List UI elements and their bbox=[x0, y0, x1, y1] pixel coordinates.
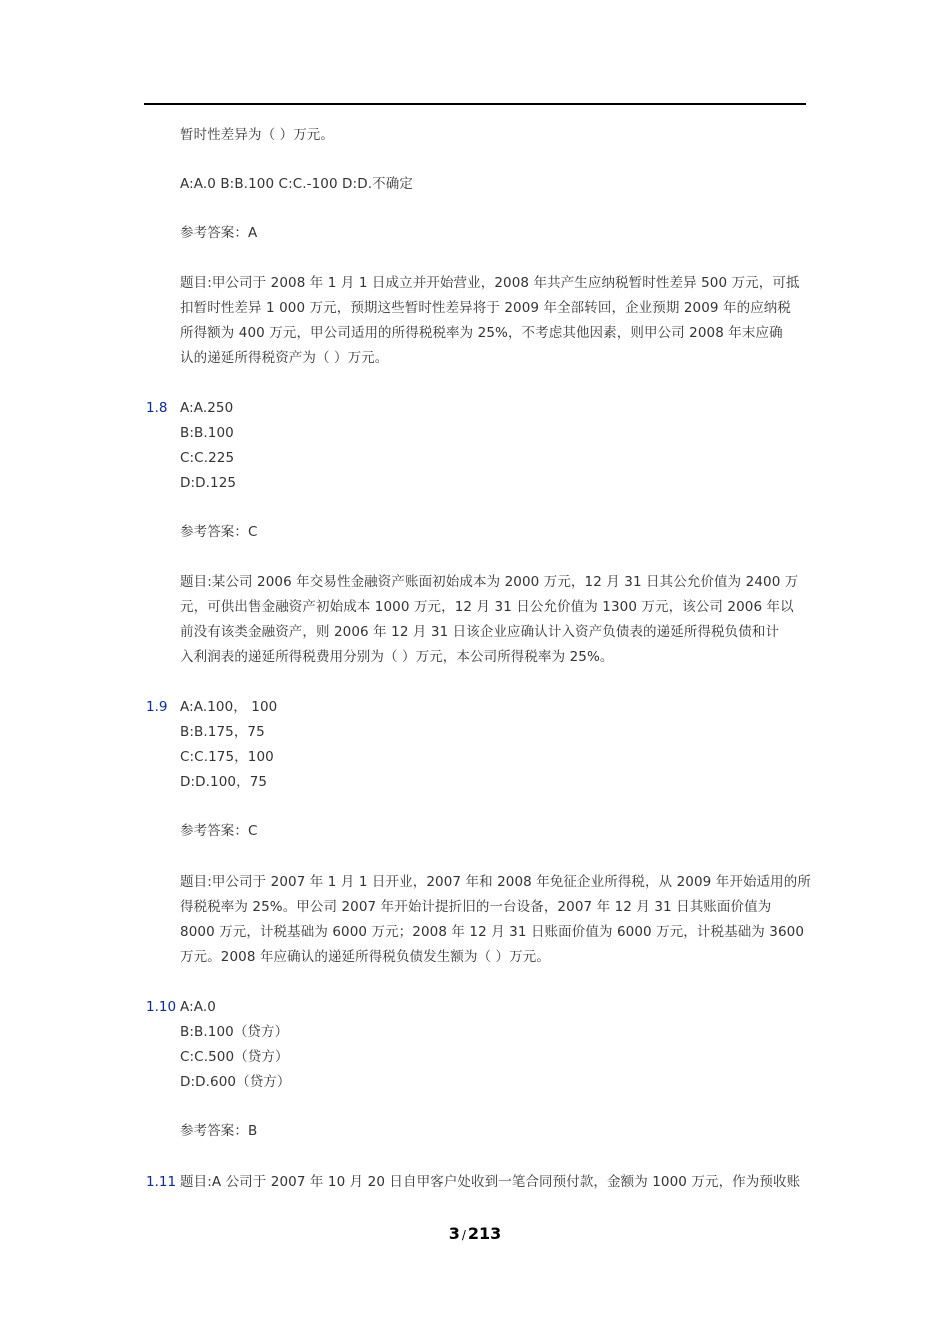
header-rule bbox=[144, 103, 806, 105]
question-stem-line: 前没有该类金融资产，则 2006 年 12 月 31 日该企业应确认计入资产负债表的递延所得税负债和计 bbox=[180, 624, 780, 640]
answer-line: 参考答案：A bbox=[180, 225, 258, 241]
option-b: B:B.100（贷方） bbox=[180, 1024, 289, 1040]
question-stem-line: 暂时性差异为（ ）万元。 bbox=[180, 127, 334, 143]
option-a: A:A.250 bbox=[180, 400, 234, 416]
option-d: D:D.100，75 bbox=[180, 774, 268, 790]
answer-line: 参考答案：C bbox=[180, 524, 258, 540]
page-separator: / bbox=[461, 1228, 466, 1242]
question-number: 1.8 bbox=[146, 400, 168, 416]
question-stem-line: 万元。2008 年应确认的递延所得税负债发生额为（ ）万元。 bbox=[180, 949, 550, 965]
option-a: A:A.0 bbox=[180, 999, 216, 1015]
question-stem-line: 元，可供出售金融资产初始成本 1000 万元，12 月 31 日公允价值为 1300 万元，该公司 2006 年以 bbox=[180, 599, 794, 615]
question-stem-line: 题目:甲公司于 2008 年 1 月 1 日成立并开始营业，2008 年共产生应纳税暂时性差异 500 万元，可抵 bbox=[180, 275, 800, 291]
total-pages: 213 bbox=[467, 1224, 502, 1243]
option-b: B:B.100 bbox=[180, 425, 234, 441]
option-d: D:D.125 bbox=[180, 475, 237, 491]
question-number: 1.9 bbox=[146, 699, 168, 715]
question-stem-line: 扣暂时性差异 1 000 万元，预期这些暂时性差异将于 2009 年全部转回，企业预期 2009 年的应纳税 bbox=[180, 300, 792, 316]
question-options: A:A.0 B:B.100 C:C.-100 D:D.不确定 bbox=[180, 176, 413, 192]
option-d: D:D.600（贷方） bbox=[180, 1074, 291, 1090]
current-page: 3 bbox=[448, 1224, 460, 1243]
question-stem-line: 入利润表的递延所得税费用分别为（ ）万元，本公司所得税率为 25%。 bbox=[180, 649, 614, 665]
answer-line: 参考答案：C bbox=[180, 823, 258, 839]
question-stem-line: 认的递延所得税资产为（ ）万元。 bbox=[180, 350, 389, 366]
question-stem-line: 题目:A 公司于 2007 年 10 月 20 日自甲客户处收到一笔合同预付款，金额为 1000 万元，作为预收账 bbox=[180, 1174, 801, 1190]
question-number: 1.11 bbox=[146, 1174, 177, 1190]
answer-line: 参考答案：B bbox=[180, 1123, 258, 1139]
option-a: A:A.100， 100 bbox=[180, 699, 278, 715]
option-c: C:C.500（贷方） bbox=[180, 1049, 289, 1065]
question-stem-line: 所得额为 400 万元，甲公司适用的所得税税率为 25%，不考虑其他因素，则甲公司 2008 年末应确 bbox=[180, 325, 783, 341]
option-b: B:B.175，75 bbox=[180, 724, 265, 740]
question-stem-line: 题目:某公司 2006 年交易性金融资产账面初始成本为 2000 万元，12 月 31 日其公允价值为 2400 万 bbox=[180, 574, 799, 590]
question-stem-line: 题目:甲公司于 2007 年 1 月 1 日开业，2007 年和 2008 年免征企业所得税，从 2009 年开始适用的所 bbox=[180, 874, 811, 890]
question-stem-line: 8000 万元，计税基础为 6000 万元；2008 年 12 月 31 日账面价值为 6000 万元，计税基础为 3600 bbox=[180, 924, 805, 940]
question-stem-line: 得税税率为 25%。甲公司 2007 年开始计提折旧的一台设备，2007 年 12 月 31 日其账面价值为 bbox=[180, 899, 772, 915]
page-number bbox=[0, 1224, 950, 1243]
question-number: 1.10 bbox=[146, 999, 177, 1015]
option-c: C:C.175，100 bbox=[180, 749, 274, 765]
option-c: C:C.225 bbox=[180, 450, 235, 466]
